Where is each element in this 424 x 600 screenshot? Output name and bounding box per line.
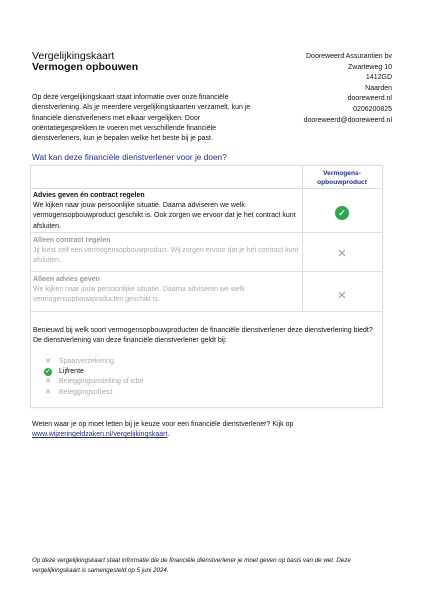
cross-icon: ✕ [45, 378, 51, 386]
column-header-line2: opbouwproduct [317, 178, 367, 186]
cross-icon: ✕ [45, 358, 51, 365]
row-content [33, 236, 301, 267]
table-row [31, 188, 382, 233]
product-label: Spaarverzekering [59, 358, 114, 365]
company-street: Zwarteweg 10 [348, 63, 392, 71]
row-content [33, 275, 301, 306]
product-label: Beleggingsinstelling of icbe [59, 378, 144, 386]
check-circle-icon: ✓ [45, 369, 51, 376]
section-question: Wat kan deze financiële dienstverlener voor je doen? [32, 152, 227, 162]
document-title: Vergelijkingskaart [32, 50, 115, 62]
company-phone: 0206200825 [353, 105, 392, 113]
lookup-text: Weten waar je op moet letten bij je keuze voor een financiële dienstverlener? Kijk op [32, 421, 294, 428]
row-heading: Alleen advies geven [33, 276, 100, 283]
cross-icon: ✕ [337, 248, 347, 260]
lookup-period: . [167, 431, 170, 439]
row-heading: Alleen contract regelen [33, 237, 111, 244]
product-label: Lijfrente [59, 368, 84, 376]
row-text: We kijken naar jouw persoonlijke situatie. Daarna adviseren we welk vermogensopbouwproduct geschikt is. Ook zorgen we ervoor dat je het contract kunt afsluiten. [33, 202, 296, 230]
list-item [43, 357, 143, 367]
cross-icon: ✕ [337, 290, 347, 302]
row-text: Jij kiest zelf een vermogensopbouwproduct. Wij zorgen ervoor dat je het contract kunt afsluiten. [33, 247, 299, 265]
row-status [303, 203, 381, 221]
row-content [33, 191, 301, 232]
lookup-paragraph [32, 420, 352, 441]
list-item [43, 367, 143, 377]
list-item [43, 388, 143, 398]
company-name: Dooreweerd Assurantien bv [306, 53, 392, 60]
row-status [303, 244, 381, 262]
product-label: Beleggingsobject [59, 388, 113, 396]
company-email: dooreweerd@dooreweerd.nl [303, 116, 392, 124]
company-website: dooreweerd.nl [347, 95, 392, 103]
intro-paragraph: Op deze vergelijkingskaart staat informatie over onze financiële dienstverlening. Als je meerdere vergelijkingskaarten verzamelt, kun je financiële dienstverleners met elkaar vergelijken. Door oriëntatiegesprekken te voeren met verschillende financiële dienstverleners, kun je bepalen welke het beste bij je past. [32, 94, 251, 143]
row-heading: Advies geven én contract regelen [33, 192, 145, 199]
footer-note: Op deze vergelijkingskaart staat informatie die de financiële dienstverlener je moet geven op basis van de wet. Deze vergelijkingskaart is samengesteld op 5 juni 2024. [32, 557, 351, 574]
table-row [31, 271, 382, 312]
table-divider [31, 311, 382, 312]
vergelijkingskaart-link[interactable]: www.wijzeringeldzaken.nl/vergelijkingskaart [32, 431, 168, 439]
check-circle-icon: ✓ [335, 206, 349, 220]
document-subtitle: Vermogen opbouwen [32, 61, 139, 73]
product-list [43, 357, 143, 398]
company-info [242, 52, 392, 126]
column-header-line1: Vermogens- [323, 170, 361, 177]
services-table [30, 165, 383, 408]
list-item [43, 377, 143, 387]
row-text: We kijken naar jouw persoonlijke situatie. Daarna adviseren we welk vermogensopbouwproducten geschikt is. [33, 286, 245, 304]
products-intro: Benieuwd bij welk soort vermogensopbouwproducten de financiële dienstverlener deze dienstverlening biedt? De dienstverlening van deze financiële dienstverlener geldt bij: [33, 327, 373, 345]
table-row [31, 232, 382, 272]
cross-icon: ✕ [45, 388, 51, 396]
row-status [303, 286, 381, 304]
company-city: Naarden [365, 84, 392, 92]
company-postcode: 1412GD [365, 74, 392, 82]
